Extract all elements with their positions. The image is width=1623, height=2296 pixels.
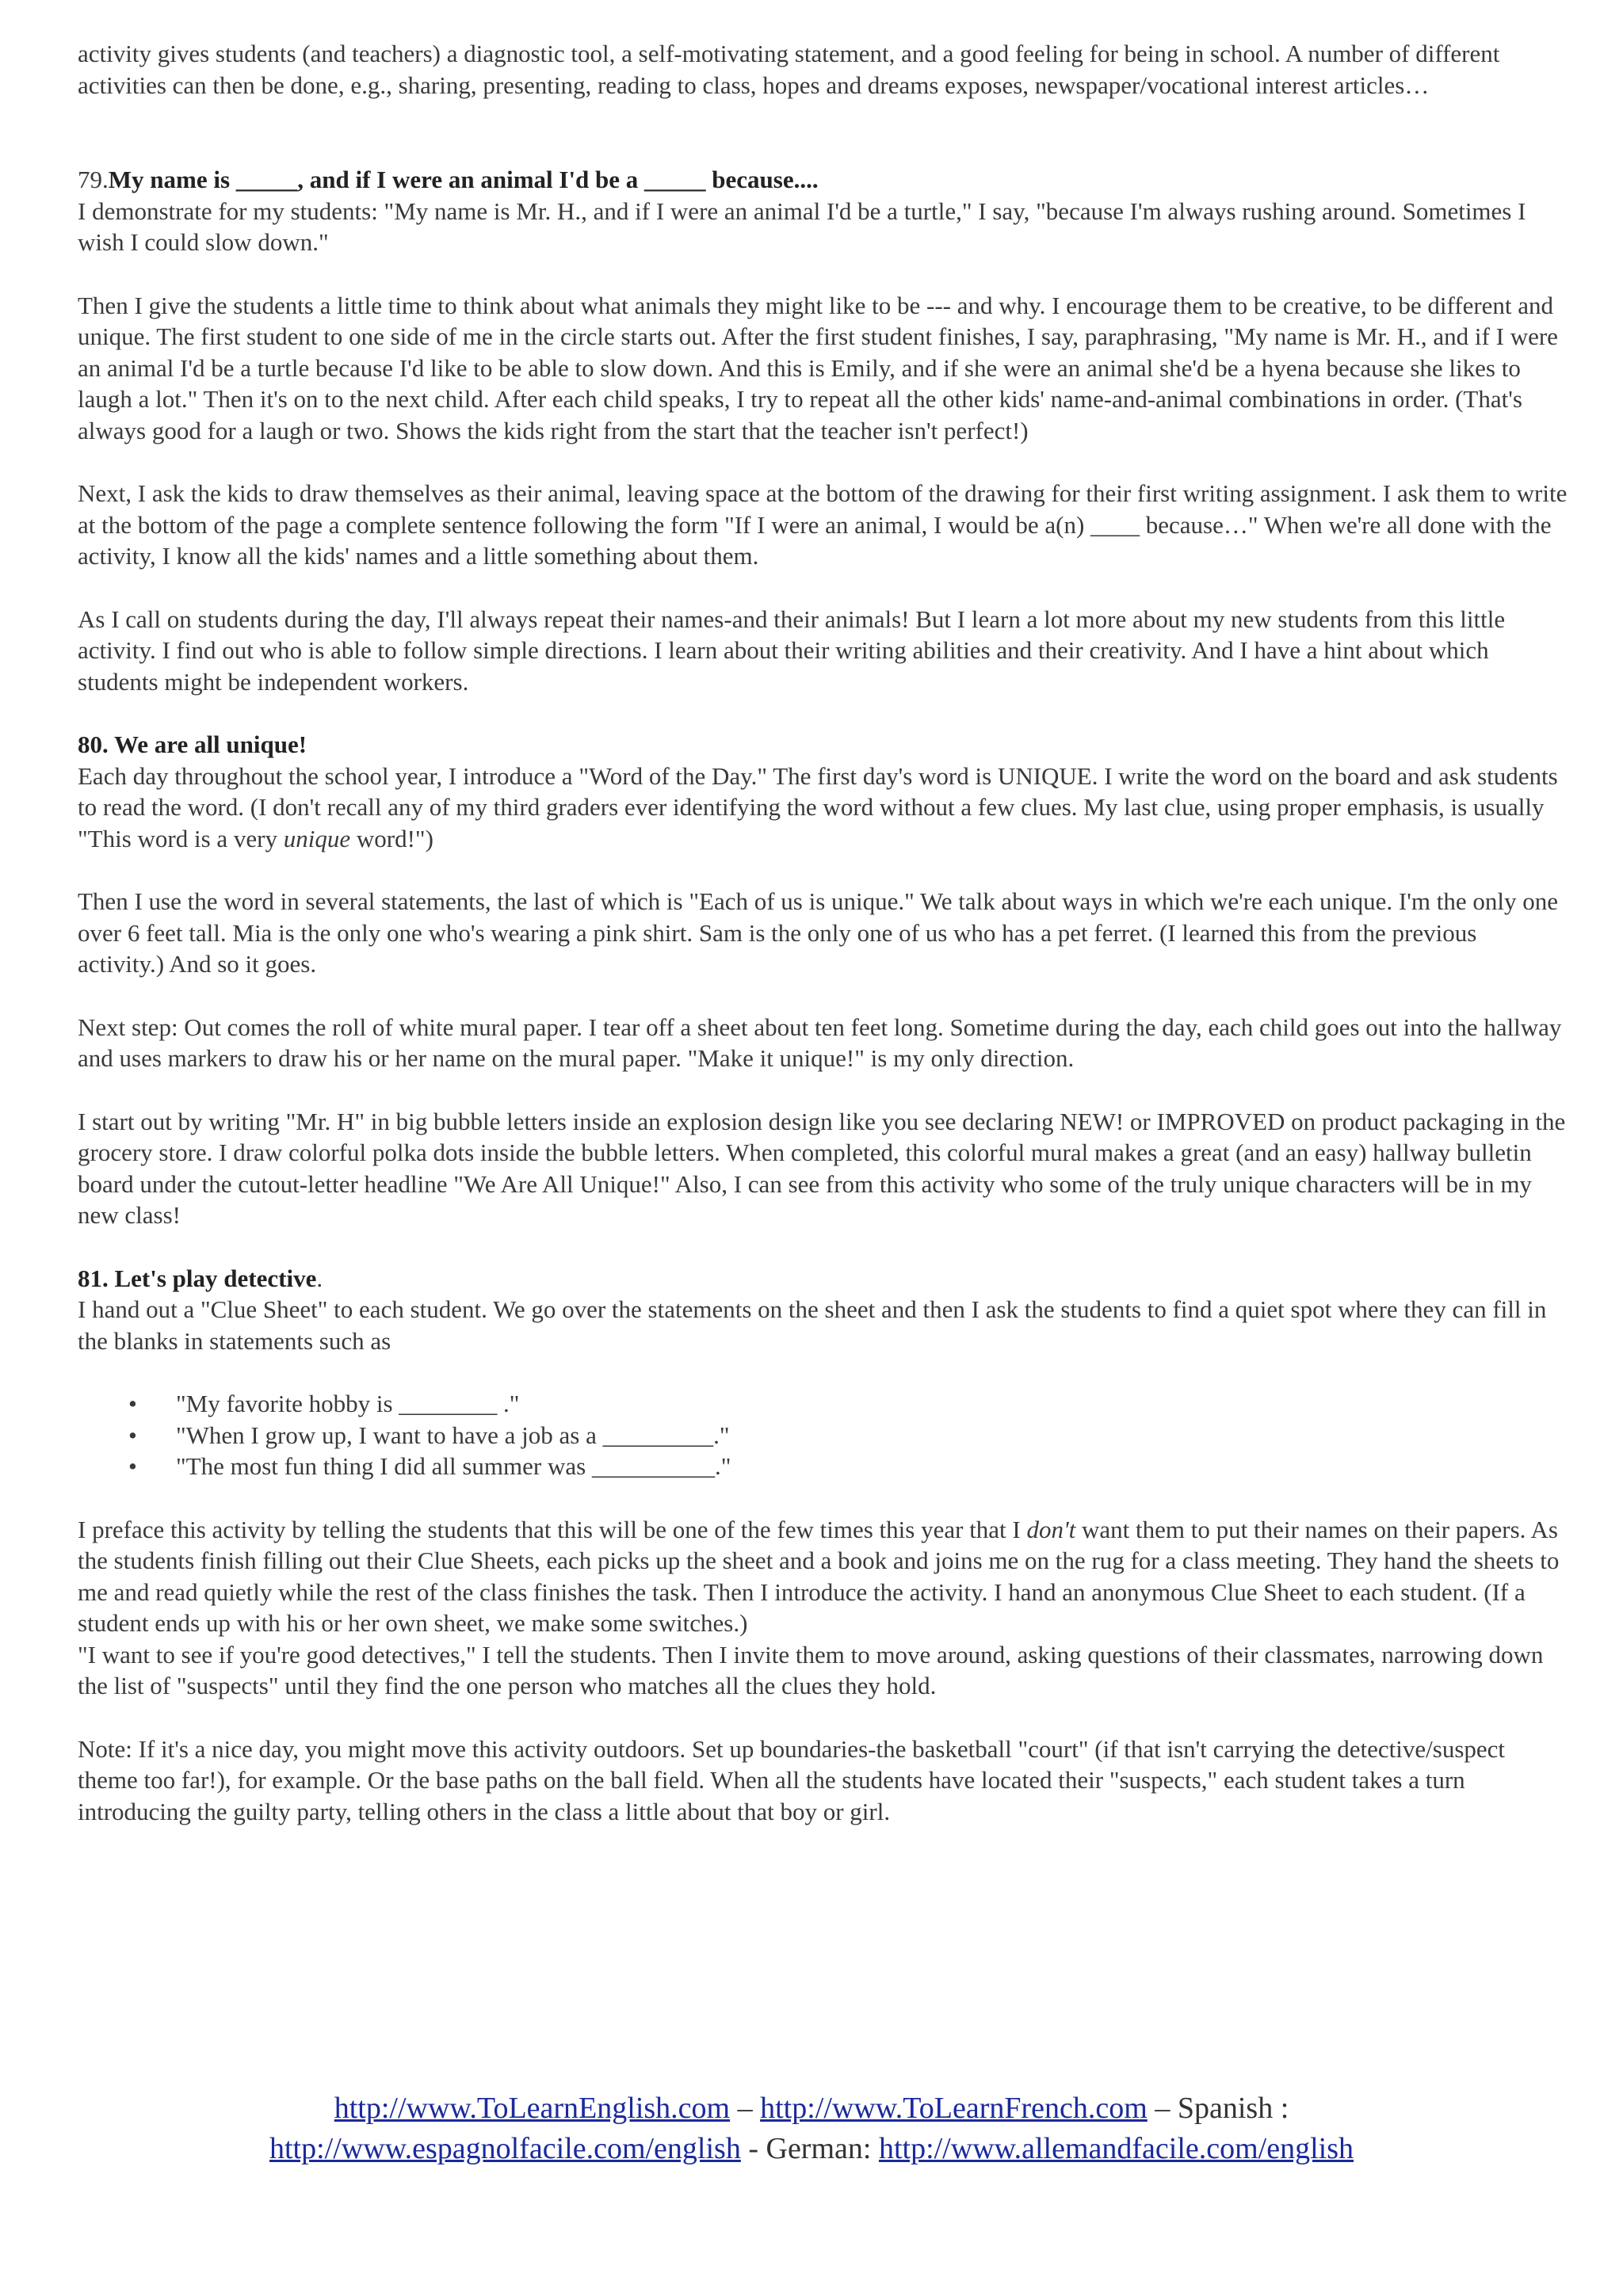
clue-text: "My favorite hobby is ________ ." bbox=[176, 1390, 520, 1417]
section-81-p2-emphasis: don't bbox=[1026, 1515, 1076, 1543]
section-81-paragraph-3: "I want to see if you're good detectives," I tell the students. Then I invite them to move around, asking questions of their classmates, narrowing down the list of "suspects" until they find the one person who matches all the clues they hold. bbox=[78, 1640, 1544, 1699]
section-80-p1-text: Each day throughout the school year, I introduce a "Word of the Day." The first day's word is UNIQUE. I write the word on the board and ask students to read the word. (I don't recall any of my third graders ever identifying the word without a few clues. My last clue, using proper emphasis, is usually "This word is a very bbox=[78, 761, 1558, 852]
section-79-paragraph-3: Next, I ask the kids to draw themselves as their animal, leaving space at the bottom of the drawing for their first writing assignment. I ask them to write at the bottom of the page a complete sentence following the form "If I were an animal, I would be a(n) ____ because…" When we're all done with the activity, I know all the kids' names and a little something about them. bbox=[78, 479, 1568, 570]
bullet-icon: • bbox=[128, 1390, 137, 1417]
footer-link-tolearnenglish[interactable]: http://www.ToLearnEnglish.com bbox=[334, 2092, 731, 2125]
section-80-paragraph-4: I start out by writing "Mr. H" in big bubble letters inside an explosion design like you see declaring NEW! or IMPROVED on product packaging in the grocery store. I draw colorful polka dots inside the bubble letters. When completed, this colorful mural makes a great (and an easy) hallway bulletin board under the cutout-letter headline "We Are All Unique!" Also, I can see from this activity who some of the truly unique characters will be in my new class! bbox=[78, 1107, 1566, 1229]
clue-list bbox=[78, 1388, 1568, 1482]
footer-link-espagnolfacile[interactable]: http://www.espagnolfacile.com/english bbox=[269, 2132, 741, 2165]
footer-separator: - German: bbox=[740, 2132, 879, 2165]
section-80-p1-text-end: word!") bbox=[350, 824, 433, 852]
section-80-paragraph-2: Then I use the word in several statements, the last of which is "Each of us is unique." We talk about ways in which we're each unique. I'm the only one over 6 feet tall. Mia is the only one who's wearing a pink shirt. Sam is the only one of us who has a pet ferret. (I learned this from the previous activity.) And so it goes. bbox=[78, 887, 1558, 978]
section-81-paragraph-4: Note: If it's a nice day, you might move this activity outdoors. Set up boundaries-the basketball "court" (if that isn't carrying the detective/suspect theme too far!), for example. Or the base paths on the ball field. When all the students have located their "suspects," each student takes a turn introducing the guilty party, telling others in the class a little about that boy or girl. bbox=[78, 1734, 1506, 1825]
clue-text: "When I grow up, I want to have a job as a _________." bbox=[176, 1421, 730, 1449]
section-81-title-tail: . bbox=[316, 1264, 323, 1292]
footer-line-2 bbox=[0, 2129, 1623, 2169]
section-79-paragraph-4: As I call on students during the day, I'll always repeat their names-and their animals! But I learn a lot more about my new students from this little activity. I find out who is able to follow simple directions. I learn about their writing abilities and their creativity. And I have a hint about which students might be independent workers. bbox=[78, 605, 1506, 696]
footer-line-1 bbox=[0, 2088, 1623, 2129]
clue-list-item bbox=[78, 1420, 1568, 1451]
footer-separator: – bbox=[730, 2092, 761, 2125]
clue-list-item bbox=[78, 1451, 1568, 1482]
clue-list-item bbox=[78, 1388, 1568, 1420]
section-81-paragraph-2 bbox=[78, 1514, 1568, 1639]
footer-separator: – Spanish : bbox=[1147, 2092, 1289, 2125]
section-81-paragraph-1: I hand out a "Clue Sheet" to each student. We go over the statements on the sheet and then I ask the students to find a quiet spot where they can fill in the blanks in statements such as bbox=[78, 1295, 1547, 1355]
footer-link-tolearnfrench[interactable]: http://www.ToLearnFrench.com bbox=[760, 2092, 1148, 2125]
intro-paragraph: activity gives students (and teachers) a diagnostic tool, a self-motivating statement, and a good feeling for being in school. A number of different activities can then be done, e.g., sharing, presenting, reading to class, hopes and dreams exposes, newspaper/vocational interest articles… bbox=[78, 40, 1500, 99]
section-80-title: 80. We are all unique! bbox=[78, 730, 307, 758]
section-79-paragraph-1: I demonstrate for my students: "My name is Mr. H., and if I were an animal I'd be a turtle," I say, "because I'm always rushing around. Sometimes I wish I could slow down." bbox=[78, 196, 1526, 256]
section-80-paragraph-1 bbox=[78, 761, 1568, 855]
bullet-icon: • bbox=[128, 1421, 137, 1449]
section-81-p2-text: I preface this activity by telling the students that this will be one of the few times this year that I bbox=[78, 1515, 1027, 1543]
section-80-paragraph-3: Next step: Out comes the roll of white mural paper. I tear off a sheet about ten feet long. Sometime during the day, each child goes out into the hallway and uses markers to draw his or her name on the mural paper. "Make it unique!" is my only direction. bbox=[78, 1013, 1562, 1072]
document-page bbox=[78, 38, 1568, 1827]
clue-text: "The most fun thing I did all summer was __________." bbox=[176, 1452, 731, 1480]
section-81-p2-text-end: want them to put their names on their papers. As the students finish filling out their Clue Sheets, each picks up the sheet and a book and joins me on the rug for a class meeting. They hand the sheets to me and read quietly while the rest of the class finishes the task. Then I introduce the activity. I hand an anonymous Clue Sheet to each student. (If a student ends up with his or her own sheet, we make some switches.) bbox=[78, 1515, 1560, 1637]
section-81-heading bbox=[78, 1263, 1568, 1295]
section-80-p1-emphasis: unique bbox=[283, 824, 351, 852]
section-79-paragraph-2: Then I give the students a little time to think about what animals they might like to be --- and why. I encourage them to be creative, to be different and unique. The first student to one side of me in the circle starts out. After the first student finishes, I say, paraphrasing, "My name is Mr. H., and if I were an animal I'd be a turtle because I'd like to be able to slow down. And this is Emily, and if she were an animal she'd be a hyena because she likes to laugh a lot." Then it's on to the next child. After each child speaks, I try to repeat all the other kids' name-and-animal combinations in order. (That's always good for a laugh or two. Shows the kids right from the start that the teacher isn't perfect!) bbox=[78, 291, 1558, 444]
section-79-number: 79. bbox=[78, 166, 109, 193]
section-79-heading bbox=[78, 164, 1568, 196]
section-81-title: 81. Let's play detective bbox=[78, 1264, 317, 1292]
section-79-title: My name is _____, and if I were an animal I'd be a _____ because.... bbox=[108, 166, 819, 193]
footer-link-allemandfacile[interactable]: http://www.allemandfacile.com/english bbox=[878, 2132, 1354, 2165]
bullet-icon: • bbox=[128, 1452, 137, 1480]
footer bbox=[0, 2088, 1623, 2169]
